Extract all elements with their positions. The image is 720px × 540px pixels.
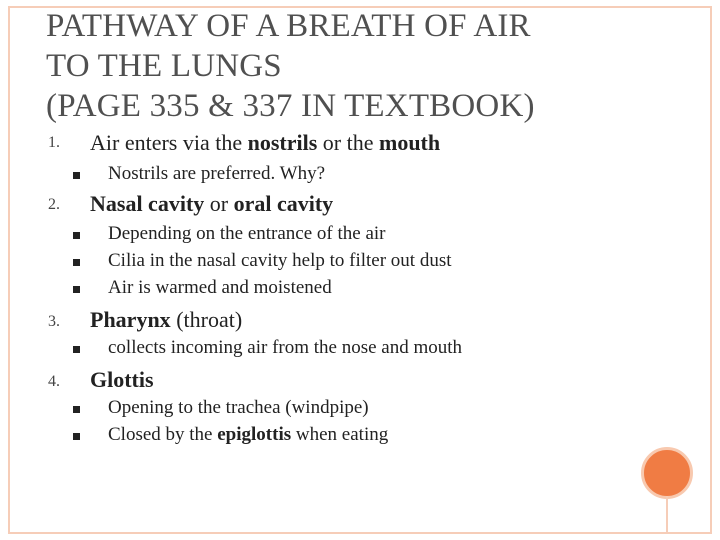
item-4-sub-2-before: Closed by the bbox=[108, 424, 218, 445]
bullet-icon bbox=[73, 346, 80, 353]
item-4-bold-glottis: Glottis bbox=[90, 367, 154, 392]
item-4-number: 4. bbox=[48, 373, 60, 390]
item-1-text bbox=[90, 130, 440, 156]
item-1-text-mid: or the bbox=[317, 130, 379, 155]
decorative-divider bbox=[666, 496, 668, 534]
item-2-bold-oral-cavity: oral cavity bbox=[233, 191, 334, 216]
item-3-sub-1: collects incoming air from the nose and mouth bbox=[108, 337, 463, 358]
item-2-sub-1: Depending on the entrance of the air bbox=[108, 223, 386, 244]
bullet-icon bbox=[73, 232, 80, 239]
bullet-icon bbox=[73, 286, 80, 293]
item-4-sub-1: Opening to the trachea (windpipe) bbox=[108, 397, 369, 418]
item-3-bold-pharynx: Pharynx bbox=[90, 307, 171, 332]
item-2-bold-nasal-cavity: Nasal cavity bbox=[90, 191, 205, 216]
title-line-3: (PAGE 335 & 337 IN TEXTBOOK) bbox=[46, 88, 535, 124]
item-2-sub-3: Air is warmed and moistened bbox=[108, 277, 332, 298]
item-3-text-after: (throat) bbox=[170, 307, 243, 332]
item-3-text bbox=[90, 307, 242, 333]
item-1-bold-nostrils: nostrils bbox=[247, 130, 318, 155]
item-4-text bbox=[90, 367, 154, 393]
item-4-sub-2-bold-epiglottis: epiglottis bbox=[217, 424, 292, 445]
item-2-text-mid: or bbox=[204, 191, 234, 216]
item-1-bold-mouth: mouth bbox=[379, 130, 441, 155]
item-2-number: 2. bbox=[48, 196, 60, 213]
bullet-icon bbox=[73, 433, 80, 440]
item-2-sub-2: Cilia in the nasal cavity help to filter out dust bbox=[108, 250, 452, 271]
item-1-sub-1: Nostrils are preferred. Why? bbox=[108, 163, 325, 184]
item-1-number: 1. bbox=[48, 134, 60, 151]
item-4-sub-2 bbox=[108, 424, 388, 446]
bullet-icon bbox=[73, 259, 80, 266]
bullet-icon bbox=[73, 406, 80, 413]
decorative-circle-icon bbox=[641, 447, 693, 499]
title-line-2: TO THE LUNGS bbox=[46, 48, 282, 84]
item-4-sub-2-after: when eating bbox=[291, 424, 389, 445]
item-1-text-before: Air enters via the bbox=[90, 130, 248, 155]
bullet-icon bbox=[73, 172, 80, 179]
item-3-number: 3. bbox=[48, 313, 60, 330]
title-line-1: PATHWAY OF A BREATH OF AIR bbox=[46, 8, 531, 44]
item-2-text bbox=[90, 191, 333, 217]
